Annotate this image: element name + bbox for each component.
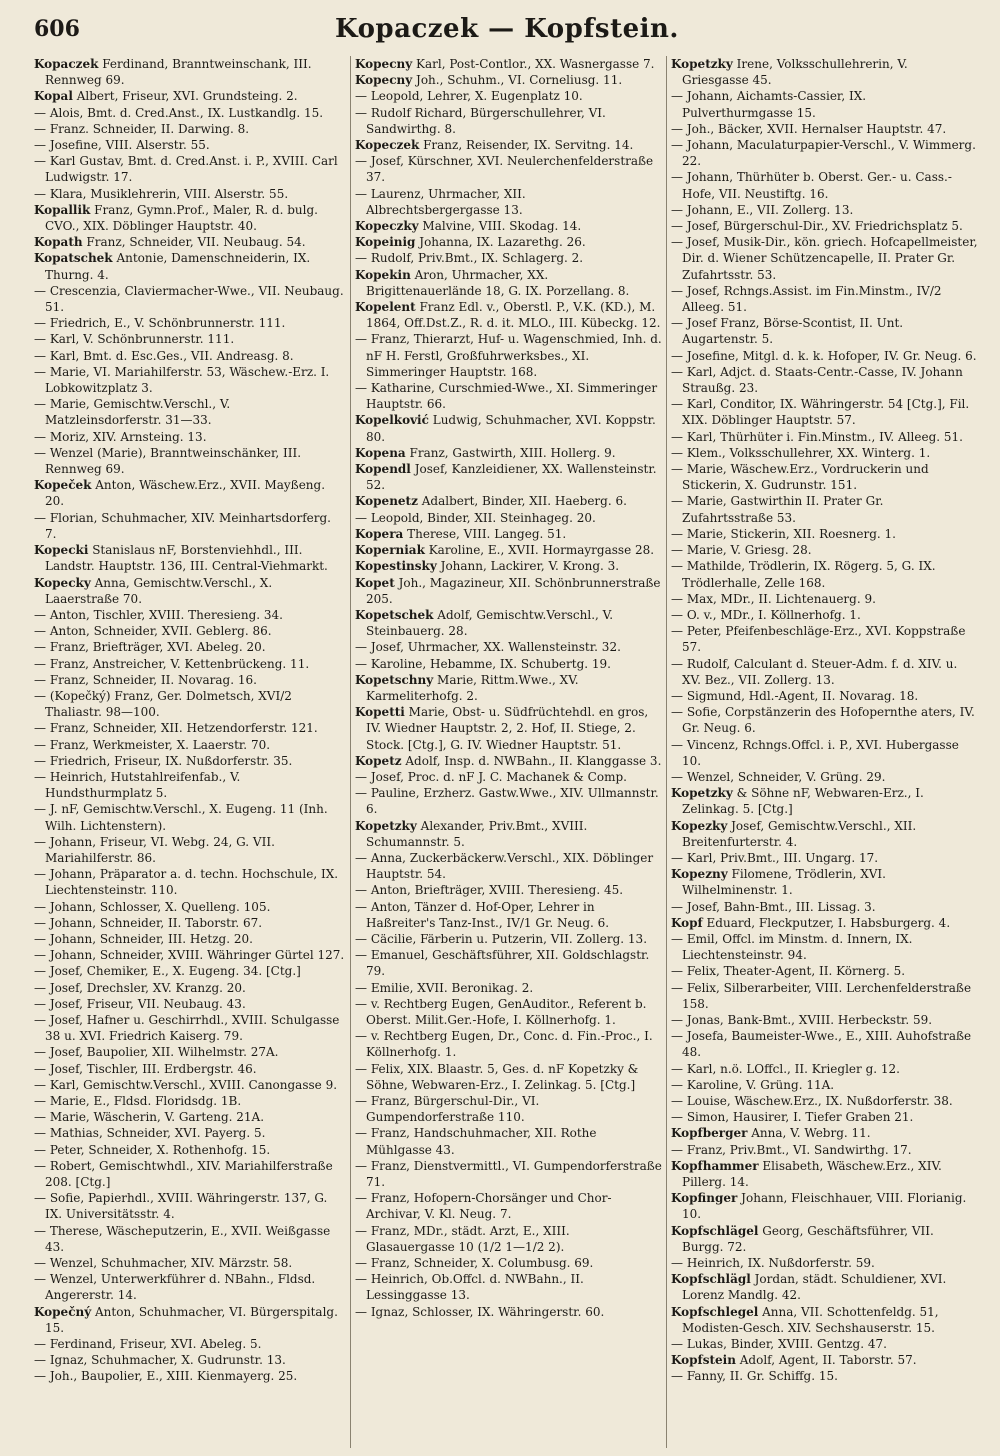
directory-entry: Kopetzky Alexander, Priv.Bmt., XVIII. Schumannstr. 5. [355,818,588,849]
directory-entry: — Crescenzia, Claviermacher-Wwe., VII. Neubaug. 51. [34,283,344,315]
directory-entry: Kopera Therese, VIII. Langeg. 51. [355,526,567,541]
directory-entry: Kopaczek Ferdinand, Branntweinschank, III. Rennweg 69. [34,57,312,88]
directory-entry: Kopecny Karl, Post-Contlor., XX. Wasnergasse 7. [355,57,655,71]
directory-entry: — Franz, Thierarzt, Huf- u. Wagenschmied, Inh. d. nF H. Ferstl, Großfuhrwerksbes., XI. Simmeringer Hauptstr. 168. [355,332,662,379]
directory-entry: — Marie, V. Griesg. 28. [671,543,812,558]
directory-entry: — Josef, Bürgerschul-Dir., XV. Friedrichsplatz 5. [671,219,963,234]
directory-entry: — Peter, Schneider, X. Rothenhofg. 15. [34,1142,271,1157]
directory-entry: — Franz, Werkmeister, X. Laaerstr. 70. [34,737,271,752]
directory-entry: — Josef, Chemiker, E., X. Eugeng. 34. [Ctg.] [34,964,301,979]
directory-entry: — Lukas, Binder, XVIII. Gentzg. 47. [671,1337,887,1352]
directory-entry: — Josef, Baupolier, XII. Wilhelmstr. 27A. [34,1045,279,1060]
directory-entry: Kopetz Adolf, Insp. d. NWBahn., II. Klanggasse 3. [355,753,662,768]
directory-entry: — Josef, Hafner u. Geschirrhdl., XVIII. Schulgasse 38 u. XVI. Friedrich Kaiserg. 79. [34,1012,340,1044]
entry-surname: Kopallik [34,202,91,217]
directory-entry: — Laurenz, Uhrmacher, XII. Albrechtsbergergasse 13. [355,186,526,217]
directory-columns [34,56,986,1448]
directory-entry: Kopfschlägel Georg, Geschäftsführer, VII. Burgg. 72. [671,1223,934,1254]
directory-entry: — Emilie, XVII. Beronikag. 2. [355,980,534,995]
entry-surname: Kopeček [34,478,92,493]
directory-entry: — Jonas, Bank-Bmt., XVIII. Herbeckstr. 59. [671,1012,933,1027]
directory-entry: — Mathias, Schneider, XVI. Payerg. 5. [34,1126,266,1141]
directory-entry: — Johann, Thürhüter b. Oberst. Ger.- u. Cass.-Hofe, VII. Neustiftg. 16. [671,170,952,201]
entry-surname: Kopetz [355,753,402,768]
entry-surname: Kopecki [34,543,89,558]
directory-entry: — Franz, Handschuhmacher, XII. Rothe Mühlgasse 43. [355,1126,597,1157]
directory-entry: — Franz, MDr., städt. Arzt, E., XIII. Glasauergasse 10 (1/2 1—1/2 2). [355,1223,570,1254]
directory-entry: Kopallik Franz, Gymn.Prof., Maler, R. d. bulg. CVO., XIX. Döblinger Hauptstr. 40. [34,202,318,234]
entry-surname: Kopath [34,235,83,250]
directory-entry: — Ignaz, Schuhmacher, X. Gudrunstr. 13. [34,1353,286,1368]
directory-entry: — Rudolf, Priv.Bmt., IX. Schlagerg. 2. [355,251,584,266]
directory-entry: Kopestinsky Johann, Lackirer, V. Krong. 3. [355,559,620,574]
directory-entry: — Anton, Tischler, XVIII. Theresieng. 34. [34,607,283,622]
entry-surname: Kopeczek [355,138,420,153]
entry-surname: Kopezny [671,867,728,882]
directory-entry: Kopfschlägl Jordan, städt. Schuldiener, XVI. Lorenz Mandlg. 42. [671,1272,947,1303]
directory-entry: — Marie, E., Fldsd. Floridsdg. 1B. [34,1094,242,1108]
directory-entry: — Johann, Aichamts-Cassier, IX. Pulverthurmgasse 15. [671,89,867,120]
directory-entry: — Klem., Volksschullehrer, XX. Winterg. 1. [671,445,931,460]
directory-entry: — Felix, Theater-Agent, II. Körnerg. 5. [671,964,906,979]
directory-entry: Kopeček Anton, Wäschew.Erz., XVII. Mayßeng. 20. [34,478,326,509]
directory-entry: — Anton, Briefträger, XVIII. Theresieng. 45. [355,883,624,898]
directory-entry: Kopecny Joh., Schuhm., VI. Corneliusg. 11. [355,73,623,88]
directory-entry: — Johann, Schlosser, X. Quelleng. 105. [34,899,271,914]
directory-entry: Kopetti Marie, Obst- u. Südfrüchtehdl. en gros, IV. Wiedner Hauptstr. 2, 2. Hof, II. Stiege, 2. Stock. [Ctg.], G. IV. Wiedner Hauptstr. 51. [355,705,649,752]
directory-entry: — Franz, Schneider, II. Novarag. 16. [34,672,257,687]
directory-entry: — Marie, Wäscherin, V. Garteng. 21A. [34,1110,265,1125]
entry-surname: Kopena [355,445,406,460]
directory-entry: — Josef, Friseur, VII. Neubaug. 43. [34,996,246,1011]
directory-entry: — Katharine, Curschmied-Wwe., XI. Simmeringer Hauptstr. 66. [355,381,658,412]
directory-entry: — Anton, Tänzer d. Hof-Oper, Lehrer in Haßreiter's Tanz-Inst., IV/1 Gr. Neug. 6. [355,899,610,930]
directory-entry: — (Kopečký) Franz, Ger. Dolmetsch, XVI/2 Thaliastr. 98—100. [34,688,292,720]
directory-entry: Kopelent Franz Edl. v., Oberstl. P., V.K. (KD.), M. 1864, Off.Dst.Z., R. d. it. MLO., III. Kübeckg. 12. [355,300,661,331]
entry-surname: Kopetzky [355,818,417,833]
directory-entry: — Karl Gustav, Bmt. d. Cred.Anst. i. P., XVIII. Carl Ludwigstr. 17. [34,154,338,185]
column-middle [350,56,666,1448]
entry-surname: Kopestinsky [355,559,437,574]
directory-entry: — O. v., MDr., I. Köllnerhofg. 1. [671,607,861,622]
directory-entry: — Fanny, II. Gr. Schiffg. 15. [671,1369,838,1384]
entry-surname: Kopenetz [355,494,418,509]
directory-entry: Kopetzky & Söhne nF, Webwaren-Erz., I. Zelinkag. 5. [Ctg.] [671,786,924,817]
entry-surname: Kopfstein [671,1353,736,1368]
directory-entry: — Franz, Dienstvermittl., VI. Gumpendorferstraße 71. [355,1158,662,1190]
directory-entry: Kopatschek Antonie, Damenschneiderin, IX. Thurng. 4. [34,251,311,282]
directory-entry: — Mathilde, Trödlerin, IX. Rögerg. 5, G. IX. Trödlerhalle, Zelle 168. [671,559,936,590]
directory-entry: — Franz, Hofopern-Chorsänger und Chor-Archivar, V. Kl. Neug. 7. [355,1191,612,1222]
entry-surname: Koperniak [355,543,425,558]
directory-entry: Kopendl Josef, Kanzleidiener, XX. Wallensteinstr. 52. [355,462,657,493]
entry-surname: Kopal [34,89,73,104]
directory-entry: Kopetschek Adolf, Gemischtw.Verschl., V. Steinbauerg. 28. [355,607,614,639]
directory-entry: — Pauline, Erzherz. Gastw.Wwe., XIV. Ullmannstr. 6. [355,786,659,817]
directory-entry: — Felix, XIX. Blaastr. 5, Ges. d. nF Kopetzky & Söhne, Webwaren-Erz., I. Zelinkag. 5. [Ctg.] [355,1061,639,1092]
page-header [34,14,980,50]
directory-entry: — Karl, Conditor, IX. Währingerstr. 54 [Ctg.], Fil. XIX. Döblinger Hauptstr. 57. [671,397,970,428]
directory-entry: Kopfschlegel Anna, VII. Schottenfeldg. 51, Modisten-Gesch. XIV. Sechshauserstr. 15. [671,1304,939,1335]
directory-entry: — Sofie, Papierhdl., XVIII. Währingerstr. 137, G. IX. Universitätsstr. 4. [34,1191,328,1222]
directory-entry: — Johann, Maculaturpapier-Verschl., V. Wimmerg. 22. [671,138,976,169]
directory-entry: — Karl, Bmt. d. Esc.Ges., VII. Andreasg. 8. [34,348,294,363]
entry-surname: Kopetzky [671,786,733,801]
directory-entry: Kopfstein Adolf, Agent, II. Taborstr. 57. [671,1353,917,1368]
directory-entry: — Karl, Thürhüter i. Fin.Minstm., IV. Alleeg. 51. [671,429,963,444]
entry-surname: Kopecny [355,73,413,88]
directory-entry: — Marie, VI. Mariahilferstr. 53, Wäschew.-Erz. I. Lobkowitzplatz 3. [34,364,330,396]
directory-entry: — Karl, Priv.Bmt., III. Ungarg. 17. [671,850,879,865]
directory-entry: — J. nF, Gemischtw.Verschl., X. Eugeng. 11 (Inh. Wilh. Lichtenstern). [34,802,328,833]
directory-entry: Kopfberger Anna, V. Webrg. 11. [671,1126,871,1141]
directory-entry: — Josef, Proc. d. nF J. C. Machanek & Comp. [355,769,627,784]
directory-entry: — Heinrich, Hutstahlreifenfab., V. Hundsthurmplatz 5. [34,769,241,801]
directory-entry: — Moriz, XIV. Arnsteing. 13. [34,429,207,444]
directory-entry: — Johann, Friseur, VI. Webg. 24, G. VII. Mariahilferstr. 86. [34,834,275,865]
directory-entry: Koperniak Karoline, E., XVII. Hormayrgasse 28. [355,543,655,558]
entry-surname: Kopekin [355,267,411,282]
directory-entry: Kopetzky Irene, Volksschullehrerin, V. Griesgasse 45. [671,57,908,88]
entry-surname: Kopeinig [355,235,416,250]
directory-entry: — Josef Franz, Börse-Scontist, II. Unt. Augartenstr. 5. [671,316,904,347]
directory-entry: — Franz, Bürgerschul-Dir., VI. Gumpendorferstraße 110. [355,1094,540,1125]
directory-entry: — Josefine, Mitgl. d. k. k. Hofoper, IV. Gr. Neug. 6. [671,348,977,363]
directory-entry: — Johann, E., VII. Zollerg. 13. [671,202,854,217]
directory-entry: — Therese, Wäscheputzerin, E., XVII. Weißgasse 43. [34,1223,331,1254]
directory-entry: — Josef, Drechsler, XV. Kranzg. 20. [34,980,246,995]
directory-entry: Kopf Eduard, Fleckputzer, I. Habsburgerg. 4. [671,915,951,930]
directory-entry: — Josefa, Baumeister-Wwe., E., XIII. Auhofstraße 48. [671,1029,972,1060]
directory-entry: — Sigmund, Hdl.-Agent, II. Novarag. 18. [671,688,919,703]
directory-entry: — Alois, Bmt. d. Cred.Anst., IX. Lustkandlg. 15. [34,105,324,120]
directory-entry: — Franz. Schneider, II. Darwing. 8. [34,121,250,136]
entry-surname: Kopfberger [671,1126,748,1141]
directory-entry: — Simon, Hausirer, I. Tiefer Graben 21. [671,1110,914,1125]
directory-entry: — Karoline, V. Grüng. 11A. [671,1077,835,1092]
entry-surname: Kopetschek [355,607,434,622]
directory-entry: — Louise, Wäschew.Erz., IX. Nußdorferstr. 38. [671,1094,953,1108]
entry-surname: Kopecky [34,575,91,590]
entry-surname: Kopera [355,526,404,541]
directory-entry: — Johann, Präparator a. d. techn. Hochschule, IX. Liechtensteinstr. 110. [34,867,339,898]
directory-entry: — Franz, Schneider, XII. Hetzendorferstr. 121. [34,721,318,736]
directory-entry: Kopetschny Marie, Rittm.Wwe., XV. Karmeliterhofg. 2. [355,672,579,703]
entry-surname: Kopecny [355,57,413,71]
directory-entry: Kopeinig Johanna, IX. Lazarethg. 26. [355,235,586,250]
directory-entry: — Joh., Bäcker, XVII. Hernalser Hauptstr. 47. [671,121,947,136]
directory-entry: — Karl, n.ö. LOffcl., II. Kriegler g. 12. [671,1061,900,1076]
directory-entry: — Franz, Anstreicher, V. Kettenbrückeng. 11. [34,656,310,671]
directory-entry: — Ignaz, Schlosser, IX. Währingerstr. 60. [355,1304,605,1319]
entry-surname: Kopatschek [34,251,113,266]
directory-entry: — Leopold, Binder, XII. Steinhageg. 20. [355,510,596,525]
directory-entry: — Emil, Offcl. im Minstm. d. Innern, IX. Liechtensteinstr. 94. [671,931,913,963]
directory-entry: — Johann, Schneider, XVIII. Währinger Gürtel 127. [34,948,345,963]
directory-entry: — Ferdinand, Friseur, XVI. Abeleg. 5. [34,1337,262,1352]
entry-surname: Kopezky [671,818,728,833]
directory-entry: — Wenzel, Schneider, V. Grüng. 29. [671,769,886,784]
directory-entry: Kopekin Aron, Uhrmacher, XX. Brigittenauerlände 18, G. IX. Porzellang. 8. [355,267,630,298]
entry-surname: Kopetschny [355,672,434,687]
directory-entry: — v. Rechtberg Eugen, GenAuditor., Referent b. Oberst. Milit.Ger.-Hofe, I. Köllnerhofg. 1. [355,996,647,1027]
directory-entry: — Josefine, VIII. Alserstr. 55. [34,138,210,153]
directory-entry: — Marie, Gemischtw.Verschl., V. Matzleinsdorferstr. 31—33. [34,397,231,428]
entry-surname: Kopelković [355,413,429,428]
directory-entry: — Franz, Priv.Bmt., VI. Sandwirthg. 17. [671,1142,912,1157]
entry-surname: Kopetzky [671,57,733,71]
directory-entry: Kopath Franz, Schneider, VII. Neubaug. 54. [34,235,306,250]
directory-entry: — Heinrich, Ob.Offcl. d. NWBahn., II. Lessinggasse 13. [355,1272,584,1303]
directory-entry: — Friedrich, Friseur, IX. Nußdorferstr. 35. [34,753,293,768]
column-right [666,56,982,1448]
directory-entry: — Anton, Schneider, XVII. Geblerg. 86. [34,624,272,639]
directory-entry: — Vincenz, Rchngs.Offcl. i. P., XVI. Hubergasse 10. [671,737,959,768]
directory-entry: — Marie, Stickerin, XII. Roesnerg. 1. [671,526,896,541]
entry-surname: Kopet [355,575,395,590]
directory-entry: — Robert, Gemischtwhdl., XIV. Mariahilferstraße 208. [Ctg.] [34,1158,333,1190]
page-number: 606 [34,16,80,42]
directory-entry: — Johann, Schneider, II. Taborstr. 67. [34,915,263,930]
directory-entry: — Josef, Uhrmacher, XX. Wallensteinstr. 32. [355,640,621,655]
directory-entry: — Johann, Schneider, III. Hetzg. 20. [34,931,253,946]
entry-surname: Kopaczek [34,57,99,71]
directory-entry: Kopena Franz, Gastwirth, XIII. Hollerg. 9. [355,445,616,460]
entry-surname: Kopf [671,915,703,930]
entry-surname: Kopendl [355,462,411,477]
directory-entry: — Karl, Adjct. d. Staats-Centr.-Casse, IV. Johann Straußg. 23. [671,364,963,396]
directory-entry: Kopecky Anna, Gemischtw.Verschl., X. Laaerstraße 70. [34,575,273,606]
directory-entry: Kopfhammer Elisabeth, Wäschew.Erz., XIV. Pillerg. 14. [671,1158,942,1190]
entry-surname: Kopfschlägl [671,1272,751,1287]
running-head: Kopaczek — Kopfstein. [335,14,679,44]
entry-surname: Kopfinger [671,1191,738,1206]
directory-entry: Kopelković Ludwig, Schuhmacher, XVI. Koppstr. 80. [355,413,656,444]
directory-entry: — Rudolf Richard, Bürgerschullehrer, VI. Sandwirthg. 8. [355,105,606,136]
entry-surname: Kopfschlegel [671,1304,759,1319]
directory-entry: — Florian, Schuhmacher, XIV. Meinhartsdorferg. 7. [34,510,331,541]
directory-entry: — Joh., Baupolier, E., XIII. Kienmayerg. 25. [34,1369,298,1384]
directory-entry: — Rudolf, Calculant d. Steuer-Adm. f. d. XIV. u. XV. Bez., VII. Zollerg. 13. [671,656,958,687]
directory-entry: — Wenzel (Marie), Branntweinschänker, III. Rennweg 69. [34,445,302,477]
directory-entry: — Max, MDr., II. Lichtenauerg. 9. [671,591,876,606]
directory-entry: — Felix, Silberarbeiter, VIII. Lerchenfelderstraße 158. [671,980,972,1011]
directory-entry: — Josef, Kürschner, XVI. Neulerchenfelderstraße 37. [355,154,654,185]
directory-entry: — Karoline, Hebamme, IX. Schubertg. 19. [355,656,611,671]
directory-entry: — Anna, Zuckerbäckerw.Verschl., XIX. Döblinger Hauptstr. 54. [355,850,654,882]
directory-entry: — Karl, V. Schönbrunnerstr. 111. [34,332,235,347]
directory-entry: Kopezky Josef, Gemischtw.Verschl., XII. Breitenfurterstr. 4. [671,818,917,849]
directory-entry: — v. Rechtberg Eugen, Dr., Conc. d. Fin.-Proc., I. Köllnerhofg. 1. [355,1029,653,1060]
directory-entry: — Josef, Rchngs.Assist. im Fin.Minstm., IV/2 Alleeg. 51. [671,283,942,315]
directory-entry: — Josef, Musik-Dir., kön. griech. Hofcapellmeister, Dir. d. Wiener Schützencapelle, II. Prater Gr. Zufahrtsstr. 53. [671,235,978,282]
directory-entry: — Peter, Pfeifenbeschläge-Erz., XVI. Koppstraße 57. [671,624,966,655]
directory-entry: — Wenzel, Schuhmacher, XIV. Märzstr. 58. [34,1256,293,1271]
column-left [34,56,350,1448]
directory-entry: — Cäcilie, Färberin u. Putzerin, VII. Zollerg. 13. [355,931,648,946]
entry-surname: Kopeczky [355,219,419,234]
directory-entry: — Marie, Gastwirthin II. Prater Gr. Zufahrtsstraße 53. [671,494,884,525]
directory-entry: Kopezny Filomene, Trödlerin, XVI. Wilhelminenstr. 1. [671,867,886,898]
entry-surname: Kopfhammer [671,1158,759,1173]
directory-entry: — Emanuel, Geschäftsführer, XII. Goldschlagstr. 79. [355,948,650,979]
directory-entry: — Franz, Briefträger, XVI. Abeleg. 20. [34,640,266,655]
directory-entry: — Sofie, Corpstänzerin des Hofopernthe aters, IV. Gr. Neug. 6. [671,705,975,736]
directory-entry: — Wenzel, Unterwerkführer d. NBahn., Fldsd. Angererstr. 14. [34,1272,316,1303]
directory-entry: — Friedrich, E., V. Schönbrunnerstr. 111. [34,316,286,331]
directory-entry: — Leopold, Lehrer, X. Eugenplatz 10. [355,89,583,104]
directory-entry: Kopenetz Adalbert, Binder, XII. Haeberg. 6. [355,494,627,509]
directory-entry: — Karl, Gemischtw.Verschl., XVIII. Canongasse 9. [34,1077,338,1092]
directory-entry: — Josef, Bahn-Bmt., III. Lissag. 3. [671,899,876,914]
directory-entry: Kopečný Anton, Schuhmacher, VI. Bürgerspitalg. 15. [34,1304,338,1335]
entry-surname: Kopečný [34,1304,92,1319]
directory-entry: — Marie, Wäschew.Erz., Vordruckerin und Stickerin, X. Gudrunstr. 151. [671,462,929,493]
directory-entry: — Klara, Musiklehrerin, VIII. Alserstr. 55. [34,186,289,201]
entry-surname: Kopfschlägel [671,1223,759,1238]
entry-surname: Kopetti [355,705,405,720]
directory-entry: Kopecki Stanislaus nF, Borstenviehhdl., III. Landstr. Hauptstr. 136, III. Central-Viehmarkt. [34,543,328,574]
directory-entry: Kopfinger Johann, Fleischhauer, VIII. Florianig. 10. [671,1191,967,1222]
directory-entry: Kopeczky Malvine, VIII. Skodag. 14. [355,219,582,234]
directory-entry: — Josef, Tischler, III. Erdbergstr. 46. [34,1061,257,1076]
directory-entry: — Heinrich, IX. Nußdorferstr. 59. [671,1256,875,1271]
directory-entry: Kopet Joh., Magazineur, XII. Schönbrunnerstraße 205. [355,575,661,606]
directory-entry: — Franz, Schneider, X. Columbusg. 69. [355,1256,594,1271]
directory-entry: Kopal Albert, Friseur, XVI. Grundsteing. 2. [34,89,298,104]
entry-surname: Kopelent [355,300,416,315]
directory-entry: Kopeczek Franz, Reisender, IX. Servitng. 14. [355,138,634,153]
